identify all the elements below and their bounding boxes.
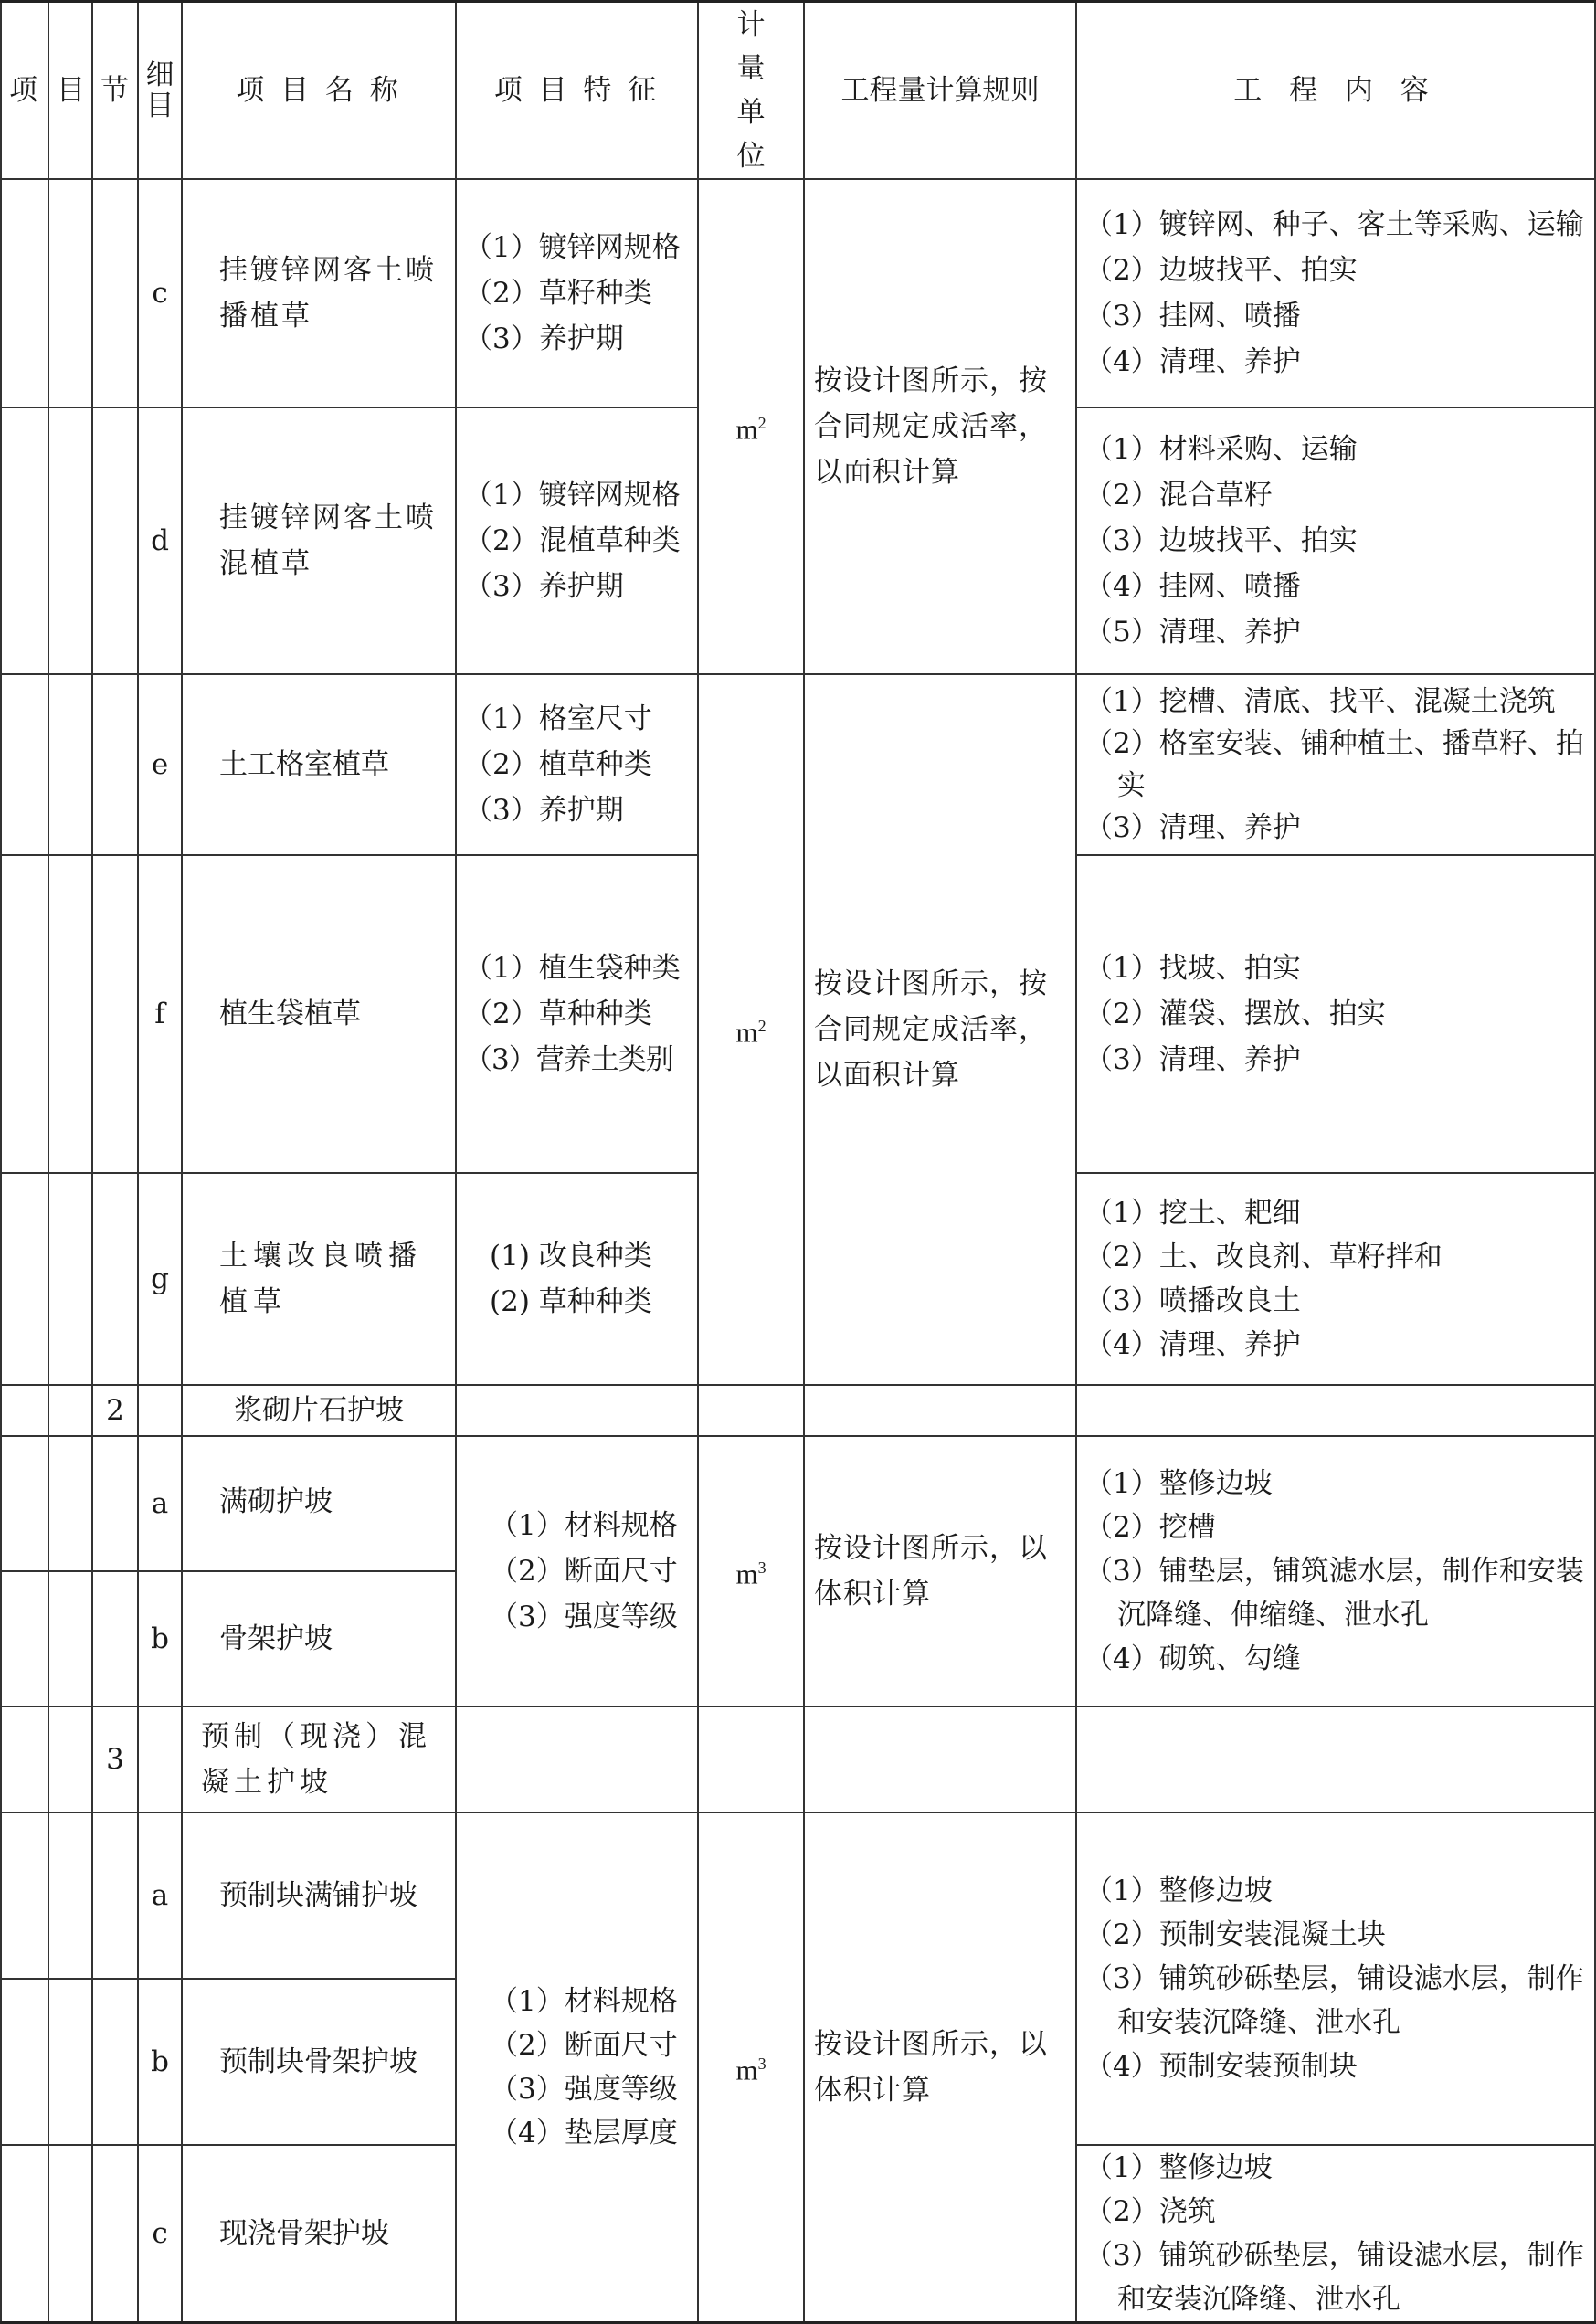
feature-line: （1）材料规格: [490, 1985, 678, 2018]
row-name: 骨架护坡: [182, 1571, 456, 1706]
work-line: （1）整修边坡: [1084, 2151, 1273, 2184]
row-work: [1076, 2145, 1595, 2323]
header-unit: 计量单位: [698, 2, 804, 180]
row-name: 挂镀锌网客土喷播植草: [182, 179, 456, 407]
feature-line: (2) 草种种类: [490, 1285, 652, 1318]
work-line: （2）边坡找平、拍实: [1084, 254, 1358, 287]
rule-cell: 按设计图所示，以体积计算: [804, 1812, 1076, 2323]
rule-cell: 按设计图所示，以体积计算: [804, 1436, 1076, 1706]
row-work: [1076, 407, 1595, 674]
work-line: （2）浇筑: [1084, 2195, 1216, 2228]
row-code: a: [138, 1436, 182, 1571]
row-work: [1076, 1173, 1595, 1385]
row-features: [456, 1173, 698, 1385]
feature-line: （1）材料规格: [490, 1509, 678, 1542]
unit-cell: $m^3$: [698, 1812, 804, 2323]
section-number: 2: [92, 1385, 138, 1436]
work-line: （5）清理、养护: [1084, 616, 1301, 649]
feature-line: （2）断面尺寸: [490, 2029, 678, 2062]
work-line: （1）挖土、耙细: [1084, 1197, 1301, 1230]
row-code: e: [138, 674, 182, 855]
feature-line: （3）强度等级: [490, 1600, 678, 1633]
section-row: [1, 1706, 1595, 1812]
feature-line: （3）强度等级: [490, 2073, 678, 2106]
row-name: 满砌护坡: [182, 1436, 456, 1571]
feature-line: （2）草种种类: [464, 998, 652, 1030]
row-name: 预制块满铺护坡: [182, 1812, 456, 1979]
unit-cell: $m^2$: [698, 179, 804, 674]
feature-line: （2）断面尺寸: [490, 1555, 678, 1588]
header-jie: 节: [92, 2, 138, 180]
rule-cell: 按设计图所示，按合同规定成活率，以面积计算: [804, 179, 1076, 674]
table-row: [1, 179, 1595, 407]
feature-line: （3）养护期: [464, 570, 624, 603]
feature-line: （1）植生袋种类: [464, 952, 681, 985]
feature-line: （3）养护期: [464, 794, 624, 827]
row-features: [456, 855, 698, 1173]
row-work: [1076, 674, 1595, 855]
work-line: （2）预制安装混凝土块: [1084, 1918, 1386, 1951]
work-line: （3）清理、养护: [1084, 1043, 1301, 1076]
work-line: （2）挖槽: [1084, 1511, 1216, 1544]
work-line: （3）喷播改良土: [1084, 1284, 1301, 1317]
header-ximu: 细目: [138, 2, 182, 180]
work-line: （1）整修边坡: [1084, 1875, 1273, 1907]
rule-cell: 按设计图所示，按合同规定成活率，以面积计算: [804, 674, 1076, 1385]
work-line: （1）镀锌网、种子、客土等采购、运输: [1084, 208, 1584, 241]
header-row: [1, 2, 1595, 180]
feature-line: （1）格室尺寸: [464, 702, 652, 735]
header-rule: 工程量计算规则: [804, 2, 1076, 180]
row-work: [1076, 179, 1595, 407]
section-row: [1, 1385, 1595, 1436]
row-features: [456, 179, 698, 407]
work-line: （4）清理、养护: [1084, 1328, 1301, 1361]
work-line: （3）铺垫层，铺筑滤水层，制作和安装沉降缝、伸缩缝、泄水孔: [1084, 1555, 1584, 1632]
row-name: 植生袋植草: [182, 855, 456, 1173]
work-line: （3）边坡找平、拍实: [1084, 524, 1358, 557]
work-line: （4）清理、养护: [1084, 345, 1301, 378]
work-line: （4）挂网、喷播: [1084, 570, 1301, 603]
work-line: （1）找坡、拍实: [1084, 952, 1301, 985]
header-xiang: 项: [1, 2, 48, 180]
row-code: c: [138, 179, 182, 407]
feature-line: （2）草籽种类: [464, 277, 652, 310]
section-number: 3: [92, 1706, 138, 1812]
row-code: b: [138, 1979, 182, 2145]
row-name: 预制块骨架护坡: [182, 1979, 456, 2145]
row-code: d: [138, 407, 182, 674]
row-code: b: [138, 1571, 182, 1706]
table-row: [1, 1812, 1595, 1979]
feature-line: (1) 改良种类: [490, 1240, 652, 1273]
feature-line: （3）营养土类别: [464, 1043, 673, 1076]
row-name: 挂镀锌网客土喷混植草: [182, 407, 456, 674]
header-name: 项 目 名 称: [182, 2, 456, 180]
work-line: （3）铺筑砂砾垫层，铺设滤水层，制作和安装沉降缝、泄水孔: [1084, 2239, 1584, 2316]
header-work: 工 程 内 容: [1076, 2, 1595, 180]
feature-line: （2）混植草种类: [464, 524, 681, 557]
section-name: 浆砌片石护坡: [182, 1385, 456, 1436]
header-feature: 项 目 特 征: [456, 2, 698, 180]
work-line: （4）预制安装预制块: [1084, 2050, 1358, 2083]
work-line: （4）砌筑、勾缝: [1084, 1643, 1301, 1675]
row-work: [1076, 855, 1595, 1173]
work-line: （2）格室安装、铺种植土、播草籽、拍实: [1084, 727, 1584, 802]
work-line: （2）灌袋、摆放、拍实: [1084, 998, 1386, 1030]
row-features: [456, 1436, 698, 1706]
work-line: （1）整修边坡: [1084, 1467, 1273, 1500]
row-work: [1076, 1436, 1595, 1706]
row-name: 土工格室植草: [182, 674, 456, 855]
row-features: [456, 1812, 698, 2323]
work-line: （3）挂网、喷播: [1084, 300, 1301, 333]
row-name: 土壤改良喷播植草: [182, 1173, 456, 1385]
work-line: （1）材料采购、运输: [1084, 433, 1358, 466]
row-code: c: [138, 2145, 182, 2323]
work-line: （2）混合草籽: [1084, 479, 1273, 512]
row-code: f: [138, 855, 182, 1173]
header-mu: 目: [48, 2, 92, 180]
work-line: （3）清理、养护: [1084, 811, 1301, 844]
work-line: （1）挖槽、清底、找平、混凝土浇筑: [1084, 685, 1556, 718]
row-features: [456, 674, 698, 855]
feature-line: （1）镀锌网规格: [464, 231, 681, 264]
work-line: （2）土、改良剂、草籽拌和: [1084, 1241, 1443, 1273]
feature-line: （3）养护期: [464, 322, 624, 355]
row-name: 现浇骨架护坡: [182, 2145, 456, 2323]
row-work: [1076, 1812, 1595, 2145]
unit-cell: $m^2$: [698, 674, 804, 1385]
table-row: [1, 1436, 1595, 1571]
feature-line: （4）垫层厚度: [490, 2117, 678, 2150]
feature-line: （1）镀锌网规格: [464, 479, 681, 512]
row-code: a: [138, 1812, 182, 1979]
row-code: g: [138, 1173, 182, 1385]
work-line: （3）铺筑砂砾垫层，铺设滤水层，制作和安装沉降缝、泄水孔: [1084, 1962, 1584, 2039]
feature-line: （2）植草种类: [464, 748, 652, 781]
unit-cell: $m^3$: [698, 1436, 804, 1706]
table-row: [1, 674, 1595, 855]
row-features: [456, 407, 698, 674]
section-name: 预制（现浇）混凝土护坡: [182, 1706, 456, 1812]
